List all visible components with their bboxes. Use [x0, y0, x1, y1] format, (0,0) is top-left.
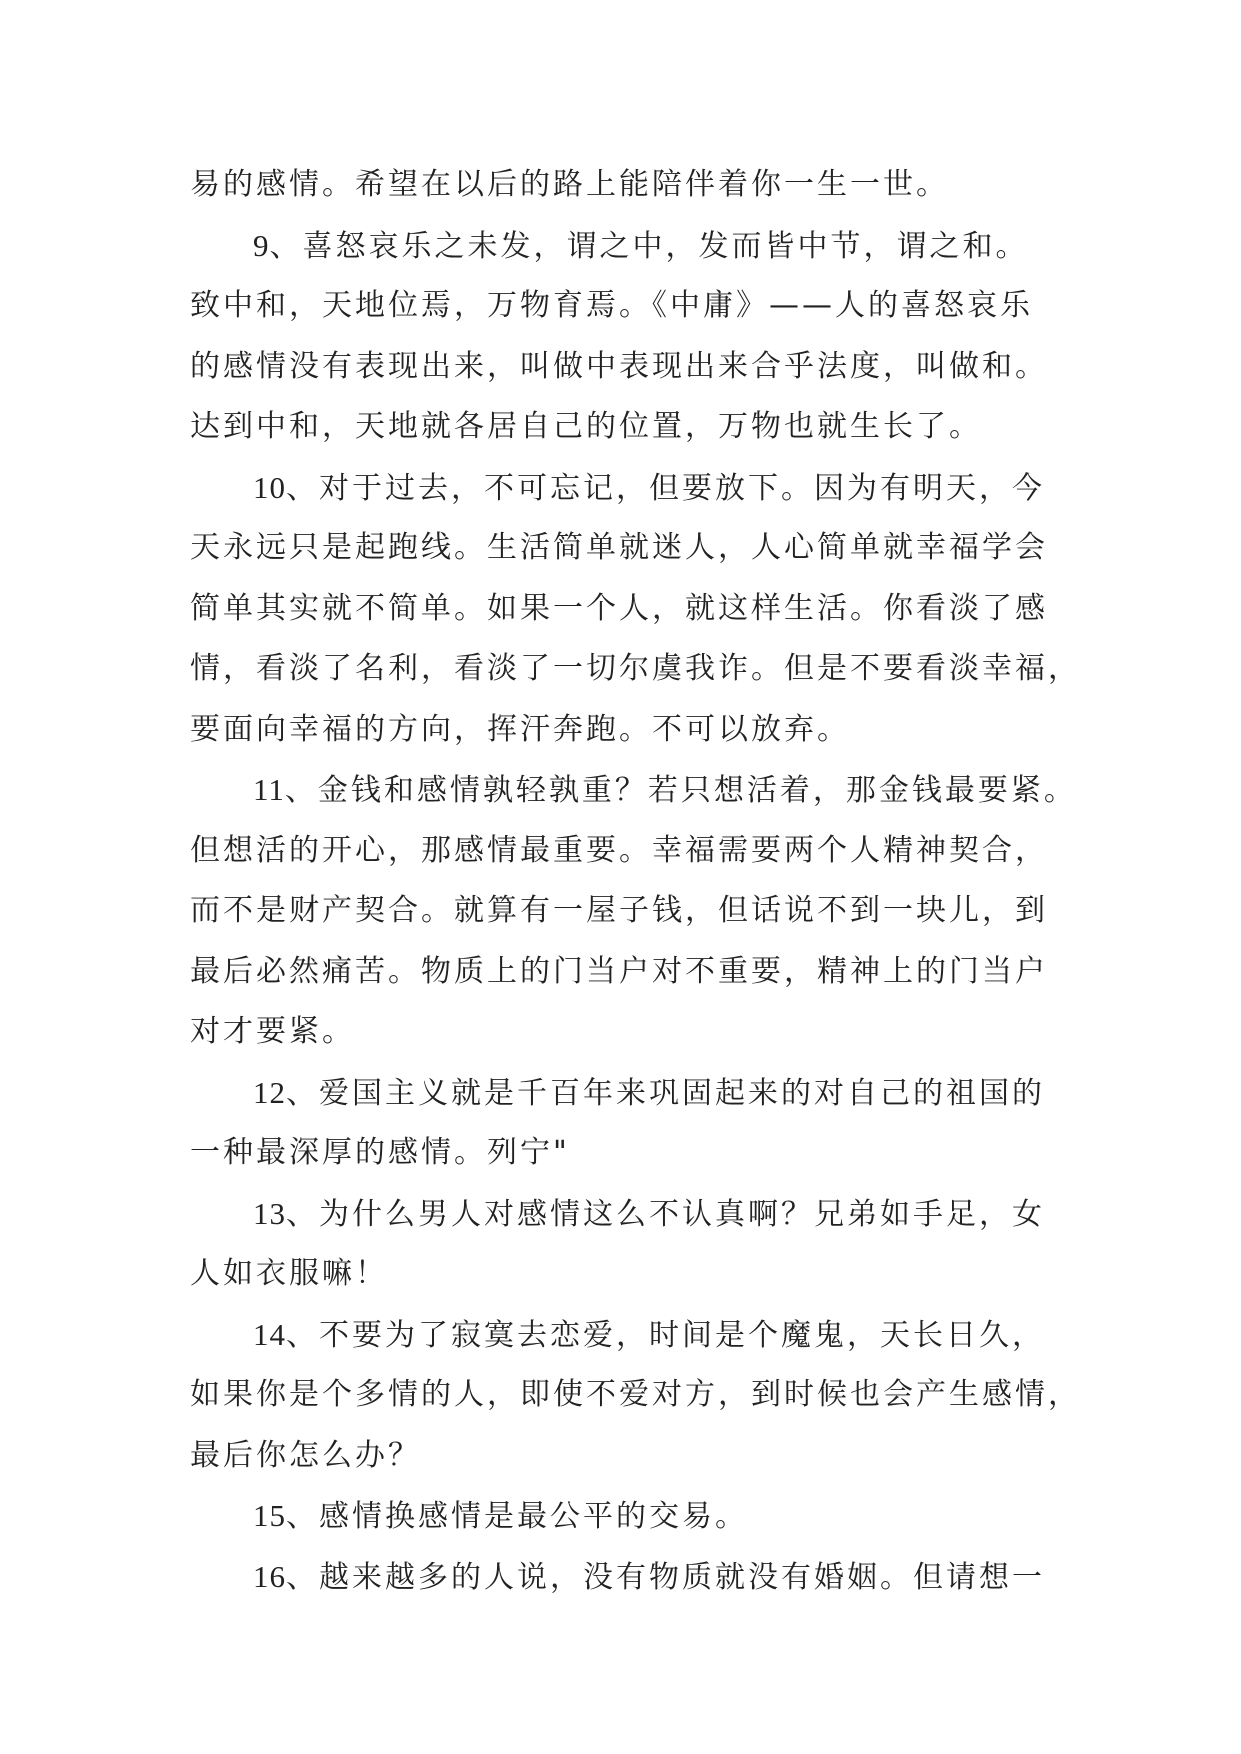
text-line: 对才要紧。: [190, 1014, 355, 1049]
list-item-9: [190, 216, 1070, 277]
text-line: 最后必然痛苦。物质上的门当户对不重要，精神上的门当户: [190, 953, 1048, 989]
item-number: 10: [253, 469, 286, 505]
text-line: 但想活的开心，那感情最重要。幸福需要两个人精神契合，: [190, 832, 1048, 868]
text-line: 达到中和，天地就各居自己的位置，万物也就生长了。: [190, 409, 982, 444]
item-number: 16: [253, 1558, 286, 1594]
list-item-14: [190, 1305, 1070, 1366]
text-line: 如果你是个多情的人，即使不爱对方，到时候也会产生感情，: [190, 1377, 1081, 1412]
item-text: 、为什么男人对感情这么不认真啊？兄弟如手足，女: [286, 1196, 1045, 1232]
list-item-12: [190, 1063, 1070, 1124]
text-line: 人如衣服嘛！: [190, 1256, 388, 1291]
item-number: 13: [253, 1195, 286, 1231]
item-text: 、金钱和感情孰轻孰重？若只想活着，那金钱最要紧。: [284, 773, 1077, 808]
list-item-10: [190, 458, 1070, 519]
text-line: 一种最深厚的感情。列宁": [190, 1135, 570, 1170]
item-text: 、越来越多的人说，没有物质就没有婚姻。但请想一: [286, 1559, 1045, 1595]
text-line: 情，看淡了名利，看淡了一切尔虞我诈。但是不要看淡幸福，: [190, 651, 1081, 686]
text-line: 的感情没有表现出来，叫做中表现出来合乎法度，叫做和。: [190, 348, 1048, 384]
item-text: 、爱国主义就是千百年来巩固起来的对自己的祖国的: [286, 1075, 1045, 1111]
text-line: 最后你怎么办？: [190, 1437, 421, 1473]
text-line: 而不是财产契合。就算有一屋子钱，但话说不到一块儿，到: [190, 893, 1048, 928]
list-item-11: [190, 760, 1077, 821]
item-text: 、不要为了寂寞去恋爱，时间是个魔鬼，天长日久，: [286, 1317, 1045, 1353]
text-line: 天永远只是起跑线。生活简单就迷人，人心简单就幸福学会: [190, 530, 1048, 565]
list-item-15: [190, 1486, 1070, 1547]
list-item-16: [190, 1547, 1070, 1608]
list-item-13: [190, 1184, 1070, 1245]
item-number: 12: [253, 1074, 286, 1110]
item-number: 15: [253, 1498, 286, 1533]
document-body: [190, 155, 1081, 1607]
item-number: 14: [253, 1316, 286, 1352]
item-text: 、感情换感情是最公平的交易。: [286, 1499, 748, 1534]
item-text: 、喜怒哀乐之未发，谓之中，发而皆中节，谓之和。: [269, 228, 1029, 264]
item-number: 11: [253, 772, 285, 807]
text-line: 致中和，天地位焉，万物育焉。《中庸》——人的喜怒哀乐: [190, 288, 1033, 323]
item-text: 、对于过去，不可忘记，但要放下。因为有明天，今: [286, 470, 1045, 506]
text-line: 要面向幸福的方向，挥汗奔跑。不可以放弃。: [190, 711, 850, 747]
text-line: 简单其实就不简单。如果一个人，就这样生活。你看淡了感: [190, 590, 1048, 626]
item-number: 9: [253, 227, 270, 263]
text-line: 易的感情。希望在以后的路上能陪伴着你一生一世。: [190, 167, 949, 202]
